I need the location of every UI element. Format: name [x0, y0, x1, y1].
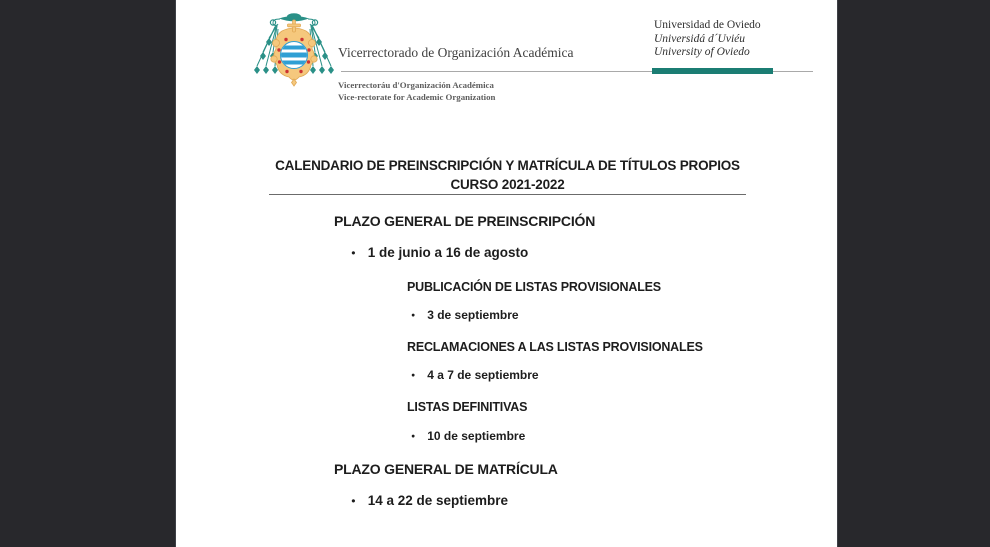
bullet-dates: 3 de septiembre	[427, 308, 519, 322]
bullet-dates: 14 a 22 de septiembre	[367, 493, 509, 508]
section-heading: PLAZO GENERAL DE MATRÍCULA	[334, 461, 558, 477]
bullet-item	[411, 368, 539, 382]
bullet-item	[351, 245, 528, 260]
section-heading: PLAZO GENERAL DE PREINSCRIPCIÓN	[334, 213, 596, 229]
bullet-dates: 4 a 7 de septiembre	[427, 368, 539, 382]
section-heading: PUBLICACIÓN DE LISTAS PROVISIONALES	[407, 280, 661, 294]
university-name-ast: Universidá d´Uviéu	[654, 32, 746, 45]
bullet-item	[351, 493, 508, 508]
bullet-item	[411, 429, 525, 443]
bullet-icon: •	[351, 494, 356, 507]
university-name-en: University of Oviedo	[654, 46, 750, 58]
department-subtitles	[338, 80, 495, 103]
bullet-dates: 1 de junio a 16 de agosto	[367, 245, 529, 260]
title-divider	[269, 194, 746, 195]
section-heading: RECLAMACIONES A LAS LISTAS PROVISIONALES	[407, 340, 703, 354]
bullet-icon: •	[351, 246, 356, 259]
document-title-line2: CURSO 2021-2022	[450, 177, 565, 192]
document-title	[176, 156, 839, 194]
university-name-es: Universidad de Oviedo	[654, 19, 761, 31]
department-title: Vicerrectorado de Organización Académica	[338, 45, 574, 60]
document-page	[175, 0, 838, 547]
bullet-item	[411, 308, 519, 322]
bullet-dates: 10 de septiembre	[427, 429, 526, 443]
document-title-line1: CALENDARIO DE PREINSCRIPCIÓN Y MATRÍCULA DE TÍTULOS PROPIOS	[275, 158, 740, 173]
bullet-icon: •	[411, 309, 415, 321]
department-subtitle-en: Vice-rectorate for Academic Organization	[338, 91, 496, 102]
section-heading: LISTAS DEFINITIVAS	[407, 400, 528, 414]
bullet-icon: •	[411, 369, 415, 381]
bullet-icon: •	[411, 430, 415, 442]
department-subtitle-ast: Vicerrectoráu d'Organización Académica	[338, 80, 494, 90]
university-crest-icon	[252, 8, 336, 90]
university-name-block	[654, 19, 761, 60]
accent-bar	[652, 68, 773, 74]
